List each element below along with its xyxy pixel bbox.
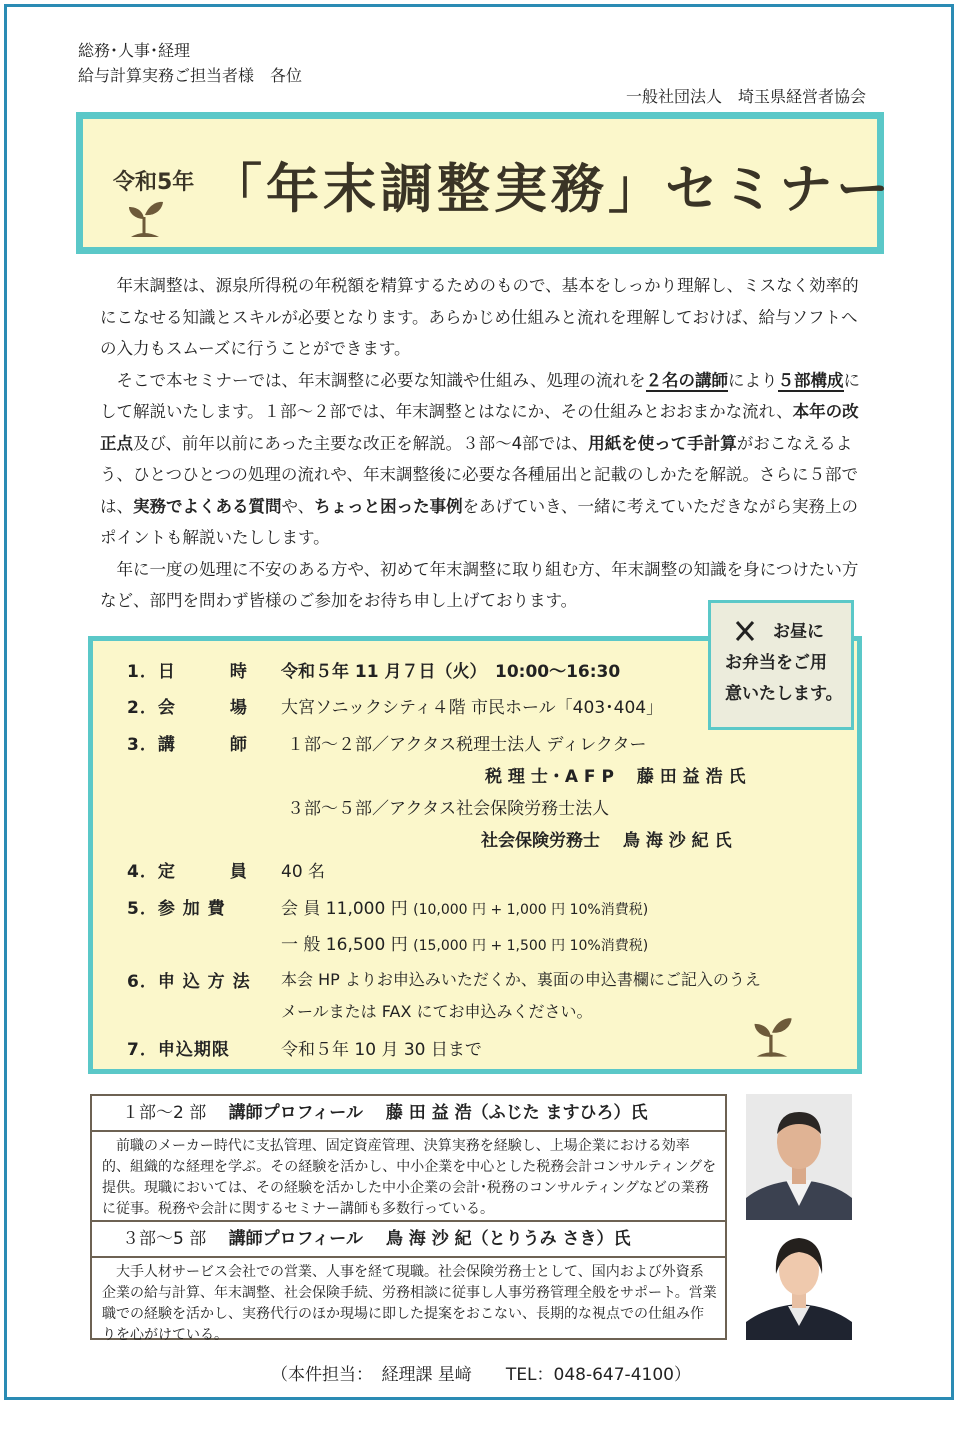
profile-fujita [90,1094,727,1222]
note-line2: お弁当をご用 [725,653,827,673]
lecturer-line1: １部～２部／アクタス税理士法人 ディレクター [287,735,647,755]
deadline-value: 令和５年 10 月 30 日まで [281,1040,482,1060]
title-prefix: 令和5年 [113,170,195,195]
date-label: 1．日 時 [127,662,248,682]
fee-member: 会 員 11,000 円 (10,000 円 + 1,000 円 10%消費税) [281,899,649,919]
intro-paragraph-2: そこで本セミナーでは、年末調整に必要な知識や仕組み、処理の流れを２名の講師により５部構成にして解説いたします。１部～２部では、年末調整とはなにか、その仕組みとおおまかな流れ、本年の改正点及び、前年以前にあった主要な改正を解説。３部～4部では、用紙を使って手計算がおこなえるよう、ひとつひとつの処理の流れや、年末調整後に必要な各種届出と記載のしかたを解説。さらに５部では、実務でよくある質問や、ちょっと困った事例をあげていき、一緒に考えていただきながら実務上のポイントも解説いたしします。 [100,370,860,547]
deadline-label: 7．申込期限 [127,1040,230,1060]
page-title: 「年末調整実務」セミナー [209,159,893,220]
fee-label: 5．参 加 費 [127,899,226,919]
profile-body: 大手人材サービス会社での営業、人事を経て現職。社会保険労務士として、国内および外資系企業の給与計算、年末調整、社会保険手続、労務相談に従事し人事労務管理全般をサポート。営業職での経験を活かし、実務代行のほか現場に即した提案をおこない、長期的な視点での仕組み作りを心がけている。 [102,1264,717,1343]
capacity-label: 4．定 員 [127,862,248,882]
capacity-value: 40 名 [281,862,326,882]
fee-general: 一 般 16,500 円 (15,000 円 + 1,500 円 10%消費税) [281,935,649,955]
profile-body: 前職のメーカー時代に支払管理、固定資産管理、決算実務を経験し、上場企業における効率的、組織的な経理を学ぶ。その経験を活かし、中小企業を中心とした税務会計コンサルティングを提供。現職においては、その経験を活かした中小企業の会計･税務のコンサルティングなどの業務に従事。税務や会計に関するセミナー講師も多数行っている。 [102,1138,717,1217]
venue-label: 2．会 場 [127,698,248,718]
date-value: 令和５年 11 月７日（火） 10:00～16:30 [281,662,621,682]
recipient-block [78,38,302,88]
sprout-icon [747,1013,797,1061]
lecturer-photo-toriumi [746,1226,852,1340]
profile-part: １部～2 部 [122,1103,207,1123]
profile-toriumi [90,1220,727,1343]
profile-heading: 講師プロフィール 鳥 海 沙 紀（とりうみ さき）氏 [228,1229,631,1249]
lecturer-line2: 税 理 士・A F P 藤 田 益 浩 氏 [485,767,746,787]
recipient-line2: 給与計算実務ご担当者様 各位 [78,66,303,85]
apply-line2: メールまたは FAX にてお申込みください。 [281,1002,593,1021]
title-banner [76,112,893,254]
recipient-line1: 総務･人事･経理 [78,41,191,60]
venue-value: 大宮ソニックシティ４階 市民ホール「403･404」 [281,698,664,718]
contact-line: （本件担当： 経理課 星﨑 TEL：048-647-4100） [271,1365,691,1385]
apply-label: 6．申 込 方 法 [127,972,251,992]
profile-part: ３部～5 部 [122,1229,207,1249]
organizer-name: 一般社団法人 埼玉県経営者協会 [625,87,866,106]
profile-heading: 講師プロフィール 藤 田 益 浩（ふじた ますひろ）氏 [228,1103,648,1123]
lecturer-line3: ３部～５部／アクタス社会保険労務士法人 [287,799,610,819]
lecturer-photo-fujita [746,1094,852,1220]
lecturer-line4: 社会保険労務士 鳥 海 沙 紀 氏 [481,831,732,851]
lunch-note [708,600,854,730]
note-line3: 意いたします。 [725,684,843,704]
lecturer-label: 3．講 師 [127,735,248,755]
sprout-icon [123,197,167,241]
intro-paragraph-1: 年末調整は、源泉所得税の年税額を精算するためのもので、基本をしっかり理解し、ミスなく効率的にこなせる知識とスキルが必要となります。あらかじめ仕組みと流れを理解しておけば、給与ソフトへの入力もスムーズに行うことができます。 [100,276,859,358]
apply-line1: 本会 HP よりお申込みいただくか、裏面の申込書欄にご記入のうえ [281,970,761,989]
intro-text [100,270,864,617]
note-line1: お昼に [773,622,824,642]
intro-paragraph-3: 年に一度の処理に不安のある方や、初めて年末調整に取り組む方、年末調整の知識を身につけたい方など、部門を問わず皆様のご参加をお待ち申し上げております。 [100,559,859,610]
